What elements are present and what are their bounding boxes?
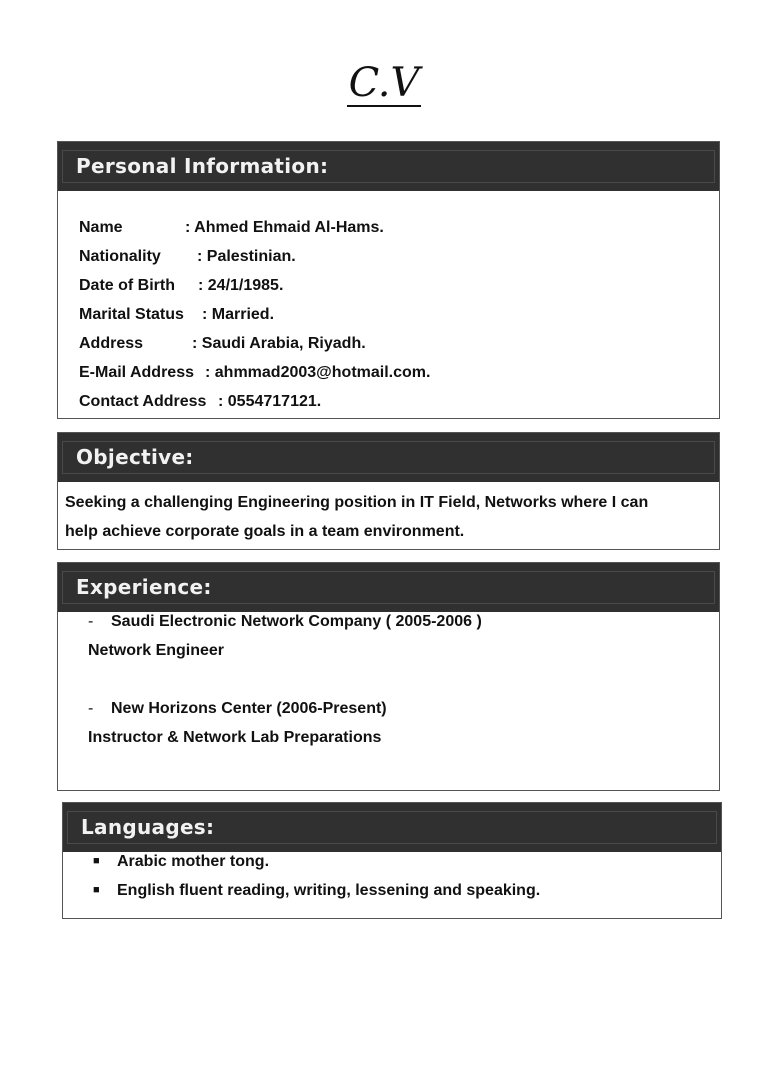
contact-value: : 0554717121. (218, 393, 322, 410)
nationality-value: : Palestinian. (197, 248, 296, 265)
name-label: Name (79, 219, 123, 236)
section-header-bar (58, 433, 719, 482)
date-of-birth-value: : 24/1/1985. (198, 277, 284, 294)
contact-label: Contact Address (79, 393, 207, 410)
name-value: : Ahmed Ehmaid Al-Hams. (185, 219, 384, 236)
objective-section (57, 432, 720, 550)
personal-information-heading: Personal Information: (76, 154, 329, 178)
email-label: E-Mail Address (79, 364, 194, 381)
address-value: : Saudi Arabia, Riyadh. (192, 335, 366, 352)
section-header-bar (58, 563, 719, 612)
experience-role: Network Engineer (88, 642, 225, 659)
experience-role: Instructor & Network Lab Preparations (88, 729, 382, 746)
cv-title: C.V (348, 60, 420, 106)
email-value: : ahmmad2003@hotmail.com. (205, 364, 431, 381)
personal-information-section (57, 141, 720, 419)
objective-line-1: Seeking a challenging Engineering position in IT Field, Networks where I can (65, 494, 649, 511)
dash-marker: - (88, 700, 94, 717)
marital-status-value: : Married. (202, 306, 275, 323)
experience-section (57, 562, 720, 791)
languages-section (62, 802, 722, 919)
date-of-birth-label: Date of Birth (79, 277, 175, 294)
objective-heading: Objective: (76, 445, 194, 469)
experience-company: Saudi Electronic Network Company ( 2005-2006 ) (111, 613, 482, 630)
objective-line-2: help achieve corporate goals in a team environment. (65, 523, 465, 540)
square-bullet-icon: ■ (93, 884, 100, 896)
nationality-label: Nationality (79, 248, 161, 265)
experience-heading: Experience: (76, 575, 212, 599)
square-bullet-icon: ■ (93, 855, 100, 867)
languages-heading: Languages: (81, 815, 215, 839)
address-label: Address (79, 335, 144, 352)
section-header-bar (63, 803, 721, 852)
experience-company: New Horizons Center (2006-Present) (111, 700, 387, 717)
dash-marker: - (88, 613, 94, 630)
language-text: Arabic mother tong. (117, 853, 270, 870)
marital-status-label: Marital Status (79, 306, 184, 323)
section-header-bar (58, 142, 719, 191)
language-text: English fluent reading, writing, lessening and speaking. (117, 882, 541, 899)
